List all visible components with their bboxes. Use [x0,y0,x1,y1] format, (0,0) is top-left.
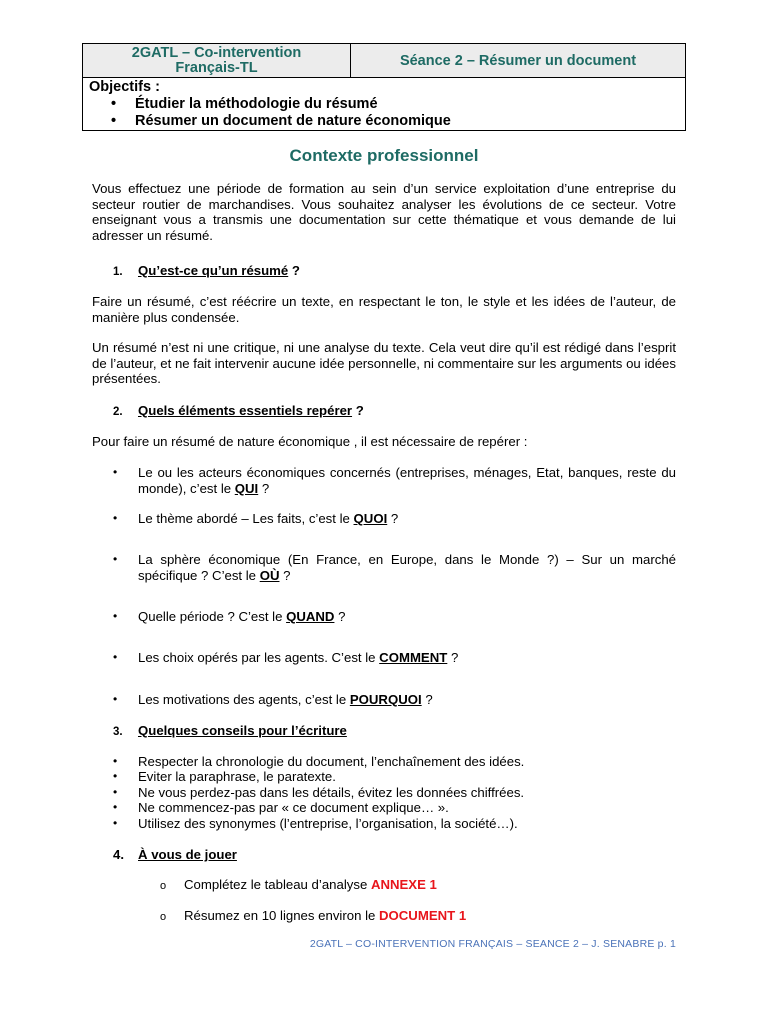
bullet-icon: • [113,816,118,830]
item-end: ? [334,609,346,624]
session-title: Séance 2 – Résumer un document [399,52,637,69]
list-item [113,816,676,832]
item-end: ? [279,567,291,583]
session-title-cell [351,44,686,78]
bullet-icon: • [113,769,118,783]
section1-paragraph2: Un résumé n’est ni une critique, ni une analyse du texte. Cela veut dire qu’il est rédigé dans l’esprit de l’auteur, et ne fait intervenir aucune idée personnelle, ni commentaire sur les arguments ou idées présentées. [92,340,676,386]
course-title-line2: Français-TL [175,59,258,76]
bullet-icon: • [113,800,118,814]
item-text: Respecter la chronologie du document, l’enchaînement des idées. [138,754,525,769]
task-item [160,908,466,925]
header-table [82,43,686,131]
page-title: Contexte professionnel [289,146,479,165]
bullet-icon: • [111,96,117,112]
item-keyword: QUOI [353,511,388,526]
list-item [113,785,676,801]
item-text: Les choix opérés par les agents. C’est le [138,650,380,665]
circle-bullet-icon: o [160,911,167,923]
list-item [113,754,676,770]
section-suffix: ? [352,403,364,418]
section1-paragraph1: Faire un résumé, c’est réécrire un texte, en respectant le ton, le style et les idées de l’auteur, de manière plus condensée. [92,294,676,325]
item-text: Le ou les acteurs économiques concernés (entreprises, ménages, Etat, banques, reste du monde), c’est le [138,465,676,496]
objectives-cell [83,78,686,131]
section-number: 1. [113,266,123,278]
section-number: 4. [113,847,124,862]
objective-item [89,96,679,113]
section3-heading [113,723,347,740]
list-item [113,552,676,583]
section-title: Quels éléments essentiels repérer [138,403,353,418]
item-text: La sphère économique (En France, en Europe, dans le Monde ?) – Sur un marché spécifique ? C’est le [138,552,676,583]
section4-heading [113,847,237,863]
bullet-icon: • [113,692,118,706]
objective-item [89,113,679,130]
item-end: ? [421,692,433,707]
bullet-icon: • [113,552,118,566]
item-end: ? [387,511,399,526]
task-text: Complétez le tableau d’analyse [184,877,371,892]
section2-heading [113,403,364,420]
objectives-title: Objectifs : [89,79,160,95]
list-item [113,692,676,708]
task-reference: DOCUMENT 1 [379,908,467,923]
item-keyword: QUAND [286,609,335,624]
item-text: Utilisez des synonymes (l’entreprise, l’organisation, la société…). [138,816,518,831]
item-end: ? [258,480,270,496]
section-title: Qu’est-ce qu’un résumé [138,263,289,278]
list-item [113,511,676,527]
item-text: Eviter la paraphrase, le paratexte. [138,769,336,784]
item-keyword: COMMENT [379,650,448,665]
bullet-icon: • [113,465,118,479]
course-title-line1: 2GATL – Co-intervention [131,44,302,61]
bullet-icon: • [113,754,118,768]
section-suffix: ? [288,263,300,278]
section-number: 3. [113,726,123,738]
circle-bullet-icon: o [160,880,167,892]
bullet-icon: • [111,113,117,129]
item-text: Le thème abordé – Les faits, c’est le [138,511,354,526]
item-keyword: POURQUOI [349,692,422,707]
task-item [160,877,437,894]
page-footer: 2GATL – CO-INTERVENTION FRANÇAIS – SEANCE 2 – J. SENABRE p. 1 [309,938,676,950]
item-text: Quelle période ? C’est le [138,609,287,624]
item-text: Ne vous perdez-pas dans les détails, évitez les données chiffrées. [138,785,525,800]
section2-intro: Pour faire un résumé de nature économique , il est nécessaire de repérer : [92,434,528,449]
item-keyword: OÙ [259,567,280,583]
course-title-cell [83,44,351,78]
task-reference: ANNEXE 1 [370,877,437,892]
task-text: Résumez en 10 lignes environ le [184,908,379,923]
item-end: ? [447,650,459,665]
item-text: Ne commencez-pas par « ce document explique… ». [138,800,449,815]
item-text: Les motivations des agents, c’est le [138,692,350,707]
bullet-icon: • [113,609,118,623]
list-item [113,465,676,496]
list-item [113,769,676,785]
objective-text: Étudier la méthodologie du résumé [135,96,378,112]
bullet-icon: • [113,511,118,525]
list-item [113,800,676,816]
section-title: À vous de jouer [138,847,237,862]
section-number: 2. [113,406,123,418]
intro-paragraph: Vous effectuez une période de formation au sein d’un service exploitation d’une entreprise du secteur routier de marchandises. Vous souhaitez analyser les évolutions de ce secteur. Votre enseignant vous a transmis une documentation sur cette thématique et vous demande de lui adresser un résumé. [92,181,676,243]
list-item [113,650,676,666]
bullet-icon: • [113,650,118,664]
item-keyword: QUI [234,480,259,496]
section-title: Quelques conseils pour l’écriture [138,723,347,738]
bullet-icon: • [113,785,118,799]
objective-text: Résumer un document de nature économique [135,113,451,129]
list-item [113,609,676,625]
section1-heading [113,263,300,280]
